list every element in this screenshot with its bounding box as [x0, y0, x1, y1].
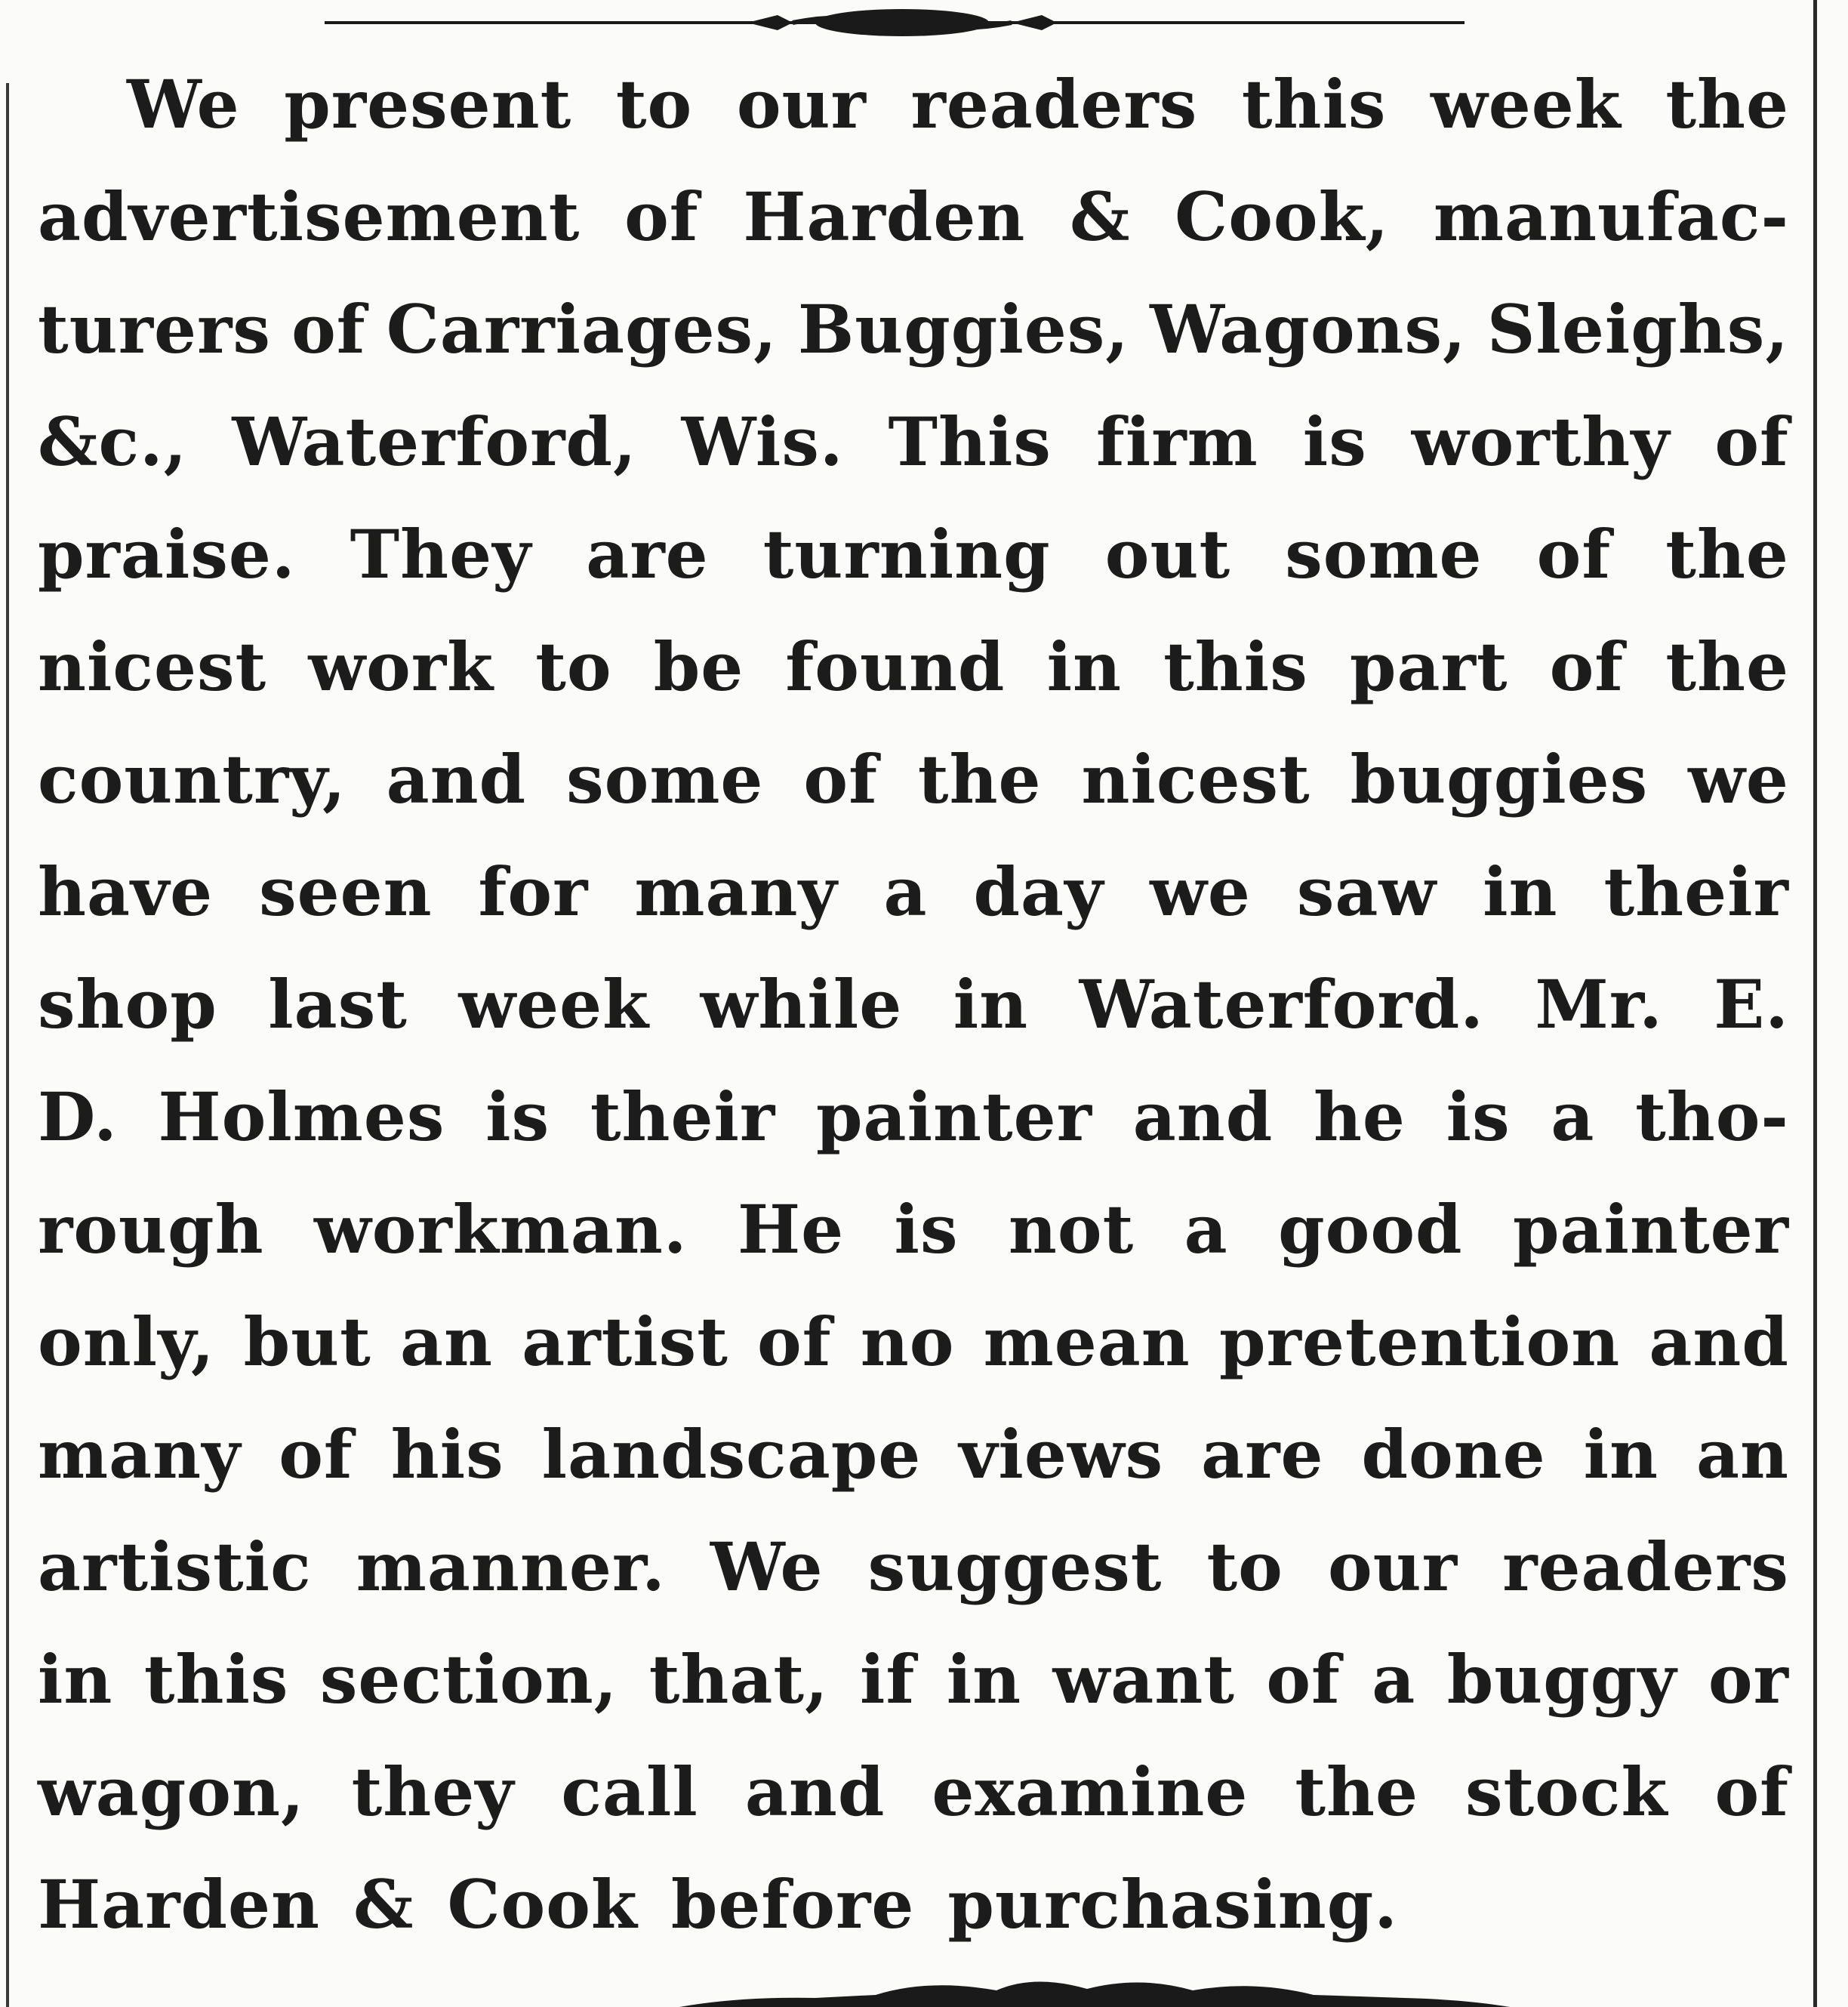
article-word: praise. — [38, 515, 296, 593]
article-word: and — [744, 1753, 886, 1831]
article-word: readers — [1502, 1528, 1789, 1606]
article-word: before — [670, 1865, 915, 1944]
article-word: our — [736, 65, 867, 143]
article-word: their — [590, 1077, 776, 1156]
article-word: to — [535, 627, 612, 706]
article-word: saw — [1296, 852, 1437, 931]
article-line — [38, 1077, 1789, 1190]
article-word: turning — [762, 515, 1051, 593]
article-word: Cook — [447, 1865, 638, 1944]
article-line — [38, 1528, 1789, 1640]
article-word: in — [1483, 852, 1558, 931]
article-word: is — [1302, 402, 1367, 481]
article-word: worthy — [1411, 402, 1671, 481]
article-word: present — [284, 65, 572, 143]
article-line — [38, 515, 1789, 627]
article-word: to — [1206, 1528, 1283, 1606]
article-word: of — [279, 1415, 353, 1494]
article-line — [38, 65, 1789, 177]
article-line — [38, 1753, 1789, 1865]
article-word: & — [1070, 177, 1131, 256]
article-word: Buggies, — [797, 290, 1129, 368]
article-word: stock — [1465, 1753, 1668, 1831]
article-word: rough — [38, 1190, 264, 1269]
article-word: artistic — [38, 1528, 312, 1606]
article-word: examine — [932, 1753, 1249, 1831]
article-line — [38, 627, 1789, 740]
article-word: Carriages, — [386, 290, 778, 368]
article-word: of — [1714, 1753, 1789, 1831]
article-word: country, — [38, 740, 346, 819]
article-word: have — [38, 852, 214, 931]
article-word: nicest — [38, 627, 267, 706]
article-word: last — [268, 965, 408, 1044]
article-body — [38, 65, 1789, 1978]
article-word: is — [485, 1077, 550, 1156]
article-word: in — [946, 1640, 1022, 1719]
article-word: workman. — [313, 1190, 688, 1269]
article-word: found — [785, 627, 1006, 706]
left-column-rule — [6, 83, 9, 2007]
article-word: a — [1184, 1190, 1228, 1269]
article-line — [38, 1415, 1789, 1528]
article-word: an — [400, 1303, 493, 1381]
article-word: is — [1446, 1077, 1511, 1156]
article-word: &c., — [38, 402, 188, 481]
article-word: they — [351, 1753, 515, 1831]
article-word: of — [291, 290, 366, 368]
article-word: Wis. — [681, 402, 844, 481]
article-word: manufac- — [1433, 177, 1789, 256]
article-line — [38, 1640, 1789, 1753]
article-word: a — [1551, 1077, 1595, 1156]
article-word: painter — [1513, 1190, 1789, 1269]
article-word: This — [888, 402, 1052, 481]
article-line — [38, 177, 1789, 290]
article-word: a — [1372, 1640, 1416, 1719]
article-word: views — [959, 1415, 1164, 1494]
article-word: and — [386, 740, 527, 819]
article-word: for — [478, 852, 589, 931]
article-word: many — [38, 1415, 242, 1494]
article-word: We — [127, 65, 240, 143]
article-line — [38, 1865, 1789, 1978]
article-word: Harden — [38, 1865, 321, 1944]
article-word: nicest — [1081, 740, 1311, 819]
article-line — [38, 290, 1789, 402]
article-line — [38, 402, 1789, 515]
article-word: Mr. — [1535, 965, 1663, 1044]
article-word: this — [1241, 65, 1387, 143]
article-word: Harden — [743, 177, 1026, 256]
article-word: are — [1201, 1415, 1324, 1494]
article-word: They — [350, 515, 532, 593]
article-word: this — [143, 1640, 289, 1719]
article-word: Holmes — [158, 1077, 445, 1156]
article-word: not — [1008, 1190, 1135, 1269]
article-word: are — [586, 515, 709, 593]
article-word: done — [1361, 1415, 1546, 1494]
article-word: our — [1327, 1528, 1458, 1606]
article-word: & — [353, 1865, 414, 1944]
article-word: a — [883, 852, 928, 931]
top-ornamental-rule — [325, 6, 1465, 39]
article-word: an — [1696, 1415, 1789, 1494]
article-word: buggy — [1446, 1640, 1677, 1719]
article-word: mean — [983, 1303, 1190, 1381]
article-word: call — [561, 1753, 698, 1831]
article-word: in — [1046, 627, 1123, 706]
article-word: purchasing. — [947, 1865, 1398, 1944]
article-line — [38, 740, 1789, 852]
article-word: Waterford, — [232, 402, 637, 481]
article-line — [38, 965, 1789, 1077]
article-word: We — [710, 1528, 824, 1606]
article-word: of — [1536, 515, 1612, 593]
article-word: we — [1688, 740, 1789, 819]
article-word: in — [1583, 1415, 1659, 1494]
article-word: their — [1603, 852, 1789, 931]
article-word: he — [1313, 1077, 1406, 1156]
article-word: week — [458, 965, 650, 1044]
article-word: buggies — [1350, 740, 1649, 819]
article-word: of — [1714, 402, 1789, 481]
article-word: many — [634, 852, 838, 931]
article-word: is — [894, 1190, 959, 1269]
article-word: wagon, — [38, 1753, 305, 1831]
article-word: some — [566, 740, 764, 819]
article-word: in — [953, 965, 1029, 1044]
article-line — [38, 1303, 1789, 1415]
article-word: artist — [522, 1303, 728, 1381]
article-word: part — [1349, 627, 1508, 706]
article-word: be — [653, 627, 744, 706]
article-word: out — [1104, 515, 1231, 593]
article-word: want — [1052, 1640, 1235, 1719]
article-word: of — [1549, 627, 1625, 706]
article-word: the — [1665, 627, 1789, 706]
article-word: tho- — [1635, 1077, 1789, 1156]
article-word: his — [390, 1415, 504, 1494]
article-word: readers — [910, 65, 1198, 143]
article-word: painter — [816, 1077, 1092, 1156]
article-word: or — [1708, 1640, 1789, 1719]
article-word: of — [1266, 1640, 1341, 1719]
article-word: to — [615, 65, 693, 143]
article-word: the — [1295, 1753, 1418, 1831]
article-word: pretention — [1218, 1303, 1621, 1381]
article-word: Cook, — [1175, 177, 1390, 256]
article-word: no — [860, 1303, 955, 1381]
article-word: shop — [38, 965, 217, 1044]
bottom-ornamental-rule — [679, 1969, 1510, 2007]
article-word: Wagons, — [1150, 290, 1467, 368]
article-word: and — [1649, 1303, 1789, 1381]
article-word: this — [1163, 627, 1308, 706]
article-word: manner. — [356, 1528, 666, 1606]
article-word: only, — [38, 1303, 215, 1381]
article-word: good — [1278, 1190, 1463, 1269]
article-word: work — [308, 627, 494, 706]
article-word: day — [973, 852, 1104, 931]
article-word: suggest — [867, 1528, 1163, 1606]
article-word: the — [917, 740, 1042, 819]
article-line — [38, 852, 1789, 965]
article-word: the — [1665, 515, 1789, 593]
article-word: D. — [38, 1077, 118, 1156]
article-word: the — [1665, 65, 1789, 143]
article-word: week — [1431, 65, 1622, 143]
article-word: advertisement — [38, 177, 581, 256]
article-word: we — [1150, 852, 1251, 931]
article-word: firm — [1095, 402, 1258, 481]
article-word: of — [624, 177, 699, 256]
article-word: of — [757, 1303, 832, 1381]
article-word: while — [700, 965, 903, 1044]
article-word: turers — [38, 290, 271, 368]
article-word: and — [1132, 1077, 1274, 1156]
article-word: landscape — [541, 1415, 922, 1494]
article-word: in — [38, 1640, 113, 1719]
article-word: section, — [319, 1640, 618, 1719]
article-word: if — [860, 1640, 916, 1719]
article-word: but — [243, 1303, 371, 1381]
article-word: Waterford. — [1079, 965, 1484, 1044]
article-word: some — [1285, 515, 1483, 593]
article-word: that, — [648, 1640, 829, 1719]
article-word: Sleighs, — [1486, 290, 1789, 368]
article-word: of — [803, 740, 878, 819]
article-word: seen — [259, 852, 433, 931]
right-column-rule — [1813, 0, 1817, 2007]
article-word: E. — [1714, 965, 1789, 1044]
article-word: He — [737, 1190, 845, 1269]
article-line — [38, 1190, 1789, 1303]
